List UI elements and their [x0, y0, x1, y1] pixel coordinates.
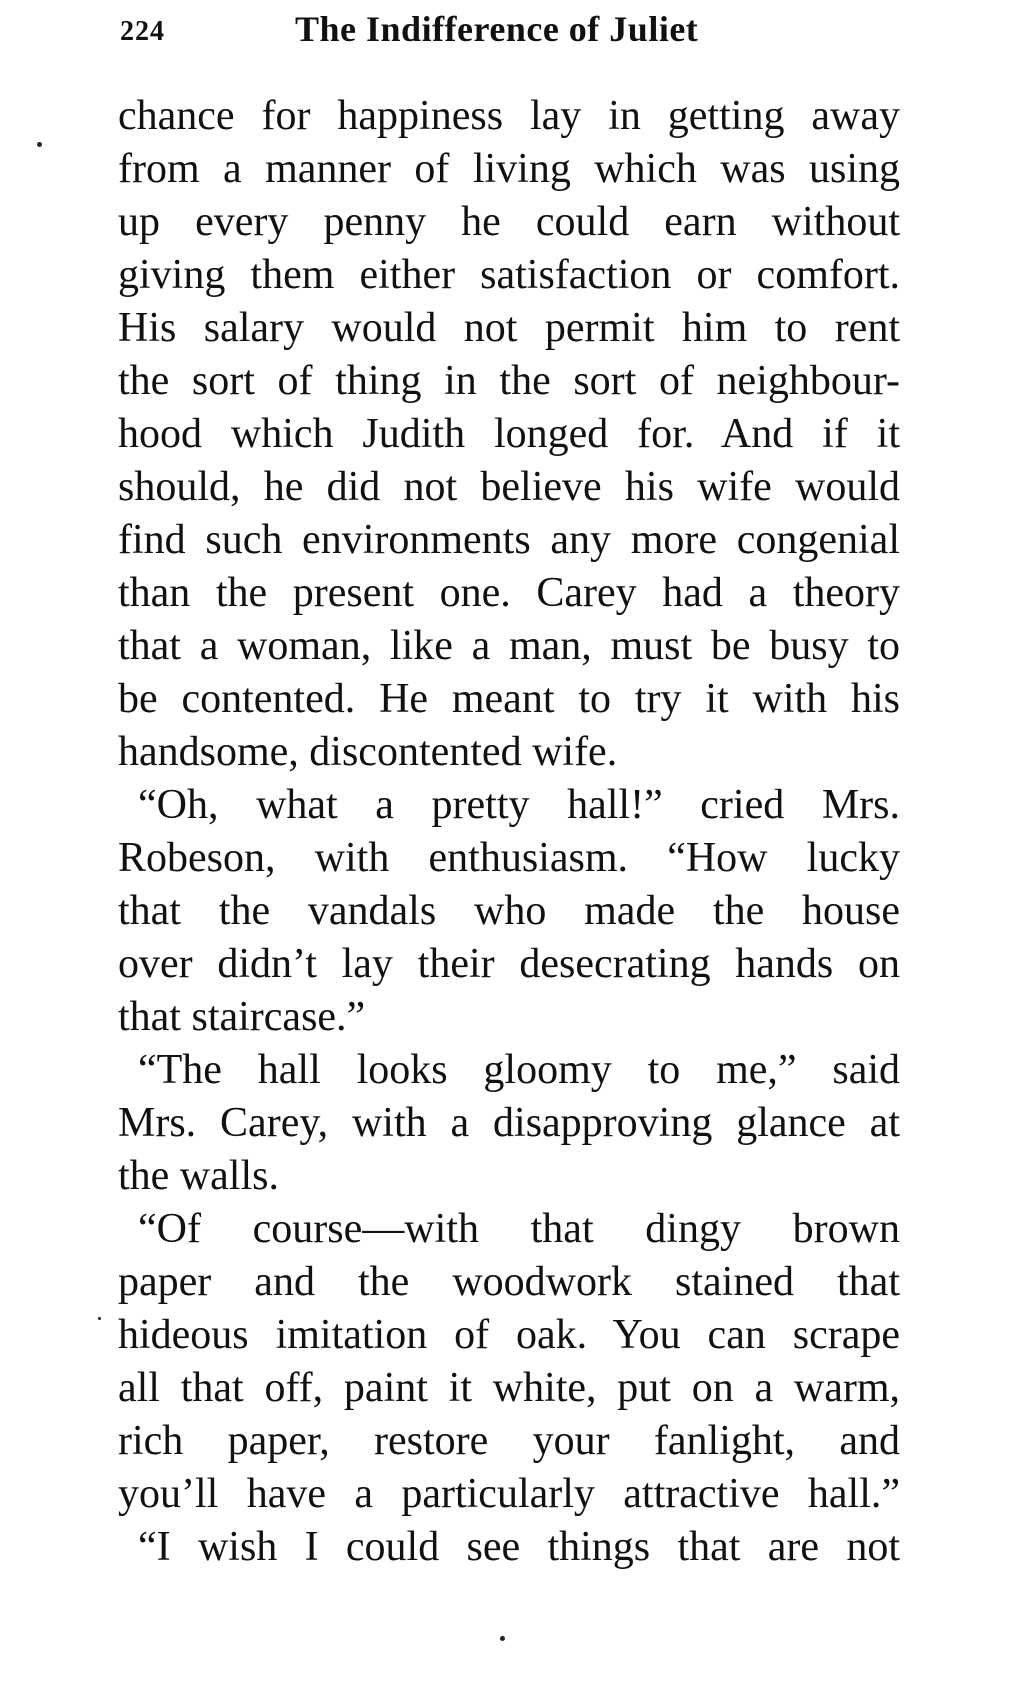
text-line: His salary would not permit him to rent: [118, 305, 900, 351]
text-line: hideous imitation of oak. You can scrape: [118, 1312, 900, 1358]
text-line: the walls.: [118, 1153, 279, 1199]
text-line: paper and the woodwork stained that: [118, 1259, 900, 1305]
text-line: that a woman, like a man, must be busy to: [118, 623, 900, 669]
text-line: up every penny he could earn without: [118, 199, 900, 245]
text-line: hood which Judith longed for. And if it: [118, 411, 900, 457]
text-line: giving them either satisfaction or comfort.: [118, 252, 900, 298]
text-line: Robeson, with enthusiasm. “How lucky: [118, 835, 900, 881]
text-line: find such environments any more congenial: [118, 517, 900, 563]
text-line: should, he did not believe his wife would: [118, 464, 900, 510]
text-line: “The hall looks gloomy to me,” said: [138, 1047, 900, 1093]
body-text: [118, 90, 900, 1574]
text-line: than the present one. Carey had a theory: [118, 570, 900, 616]
text-line: Mrs. Carey, with a disapproving glance at: [118, 1100, 900, 1146]
text-line: that the vandals who made the house: [118, 888, 900, 934]
text-line: chance for happiness lay in getting away: [118, 93, 900, 139]
text-line: handsome, discontented wife.: [118, 729, 618, 775]
text-line: “Of course—with that dingy brown: [138, 1206, 900, 1252]
text-line: “I wish I could see things that are not: [138, 1524, 900, 1570]
text-line: that staircase.”: [118, 994, 366, 1040]
running-title: The Indifference of Juliet: [295, 9, 699, 49]
text-line: over didn’t lay their desecrating hands on: [118, 941, 900, 987]
text-line: “Oh, what a pretty hall!” cried Mrs.: [138, 782, 900, 828]
ink-speck: [500, 1636, 505, 1641]
text-line: from a manner of living which was using: [118, 146, 900, 192]
page-number: 224: [120, 16, 165, 47]
text-line: the sort of thing in the sort of neighbour-: [118, 358, 900, 404]
ink-speck: [98, 1317, 101, 1320]
text-line: you’ll have a particularly attractive hall.”: [118, 1471, 900, 1517]
text-line: be contented. He meant to try it with his: [118, 676, 900, 722]
page-header: [120, 6, 895, 56]
ink-speck: [37, 142, 42, 147]
text-line: rich paper, restore your fanlight, and: [118, 1418, 900, 1464]
text-line: all that off, paint it white, put on a warm,: [118, 1365, 900, 1411]
